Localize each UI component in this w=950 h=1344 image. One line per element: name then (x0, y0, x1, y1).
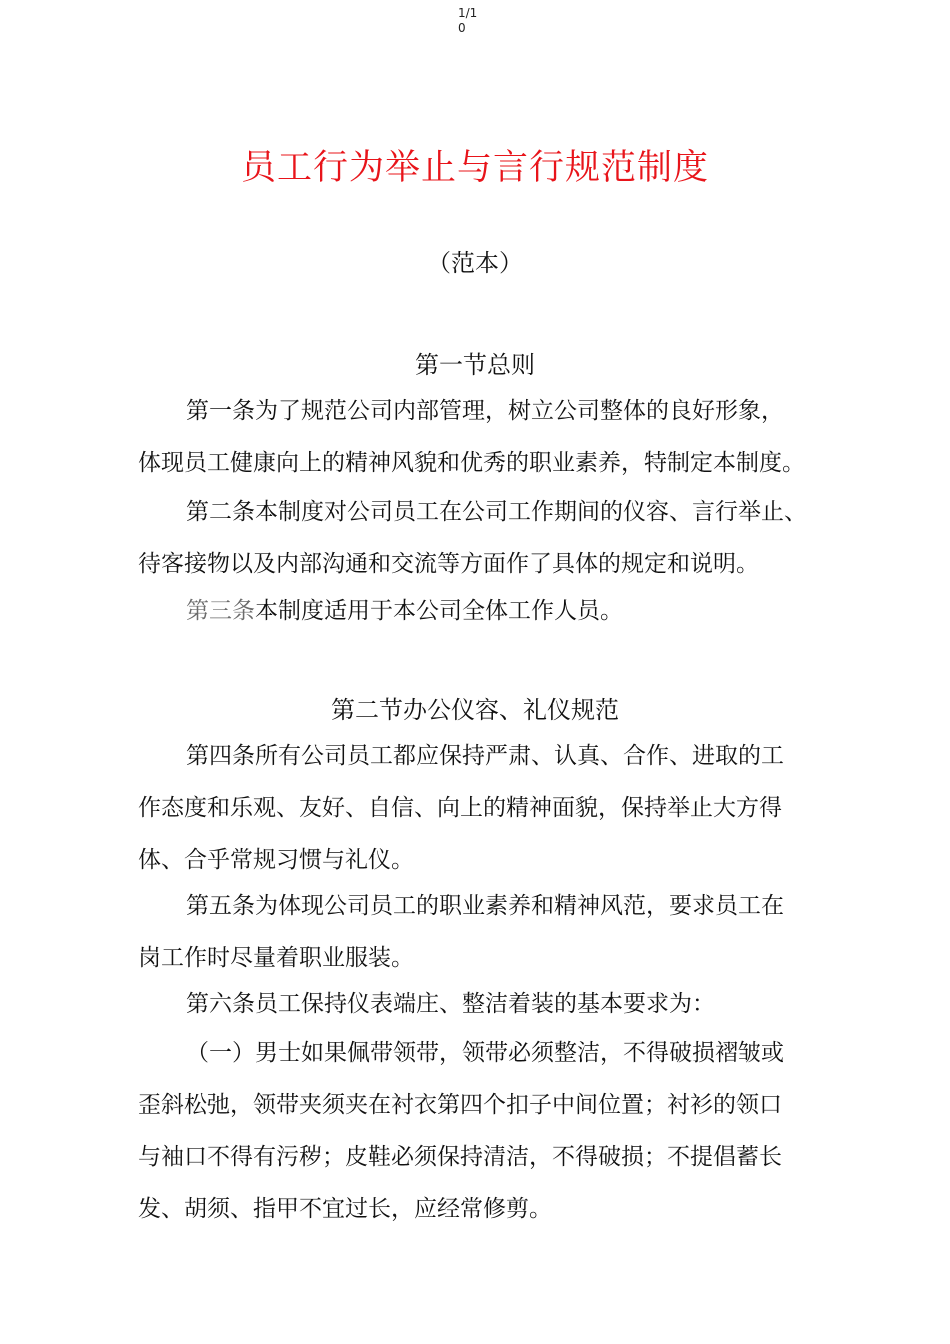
section-heading-1: 第一节总则 (415, 351, 535, 379)
text-line: 第五条为体现公司员工的职业素养和精神风范，要求员工在 (186, 893, 784, 919)
page-number-part-1: 1/1 (458, 6, 478, 20)
text-line: 体现员工健康向上的精神风貌和优秀的职业素养，特制定本制度。 (138, 450, 805, 476)
text-line (138, 585, 838, 637)
article-5 (138, 880, 838, 984)
article-2 (138, 486, 838, 590)
section-heading-2: 第二节办公仪容、礼仪规范 (331, 696, 619, 724)
text-line: （一）男士如果佩带领带，领带必须整洁，不得破损褶皱或 (186, 1040, 784, 1066)
article-3 (138, 585, 838, 637)
text-line: 体、合乎常规习惯与礼仪。 (138, 847, 414, 873)
text-line: 与袖口不得有污秽；皮鞋必须保持清洁，不得破损；不提倡蓄长 (138, 1144, 782, 1170)
text-line: 第二条本制度对公司员工在公司工作期间的仪容、言行举止、 (186, 499, 807, 525)
article-4 (138, 730, 838, 886)
text-line: 第四条所有公司员工都应保持严肃、认真、合作、进取的工 (186, 743, 784, 769)
article-3-label: 第三条 (186, 598, 255, 624)
article-6 (138, 978, 838, 1030)
text-line: 发、胡须、指甲不宜过长，应经常修剪。 (138, 1196, 552, 1222)
article-6-item-1 (138, 1027, 838, 1235)
page-number-part-2: 0 (458, 21, 466, 35)
text-line: 待客接物以及内部沟通和交流等方面作了具体的规定和说明。 (138, 551, 759, 577)
page-number (458, 6, 498, 36)
text-line: 第一条为了规范公司内部管理，树立公司整体的良好形象， (186, 398, 784, 424)
text-line: 作态度和乐观、友好、自信、向上的精神面貌，保持举止大方得 (138, 795, 782, 821)
article-3-text: 本制度适用于本公司全体工作人员。 (255, 598, 623, 624)
document-title: 员工行为举止与言行规范制度 (240, 148, 709, 188)
document-subtitle: （范本） (427, 249, 523, 277)
text-line: 第六条员工保持仪表端庄、整洁着装的基本要求为： (186, 991, 715, 1017)
article-1 (138, 385, 838, 489)
text-line: 歪斜松弛，领带夹须夹在衬衣第四个扣子中间位置；衬衫的领口 (138, 1092, 782, 1118)
text-line: 岗工作时尽量着职业服装。 (138, 945, 414, 971)
